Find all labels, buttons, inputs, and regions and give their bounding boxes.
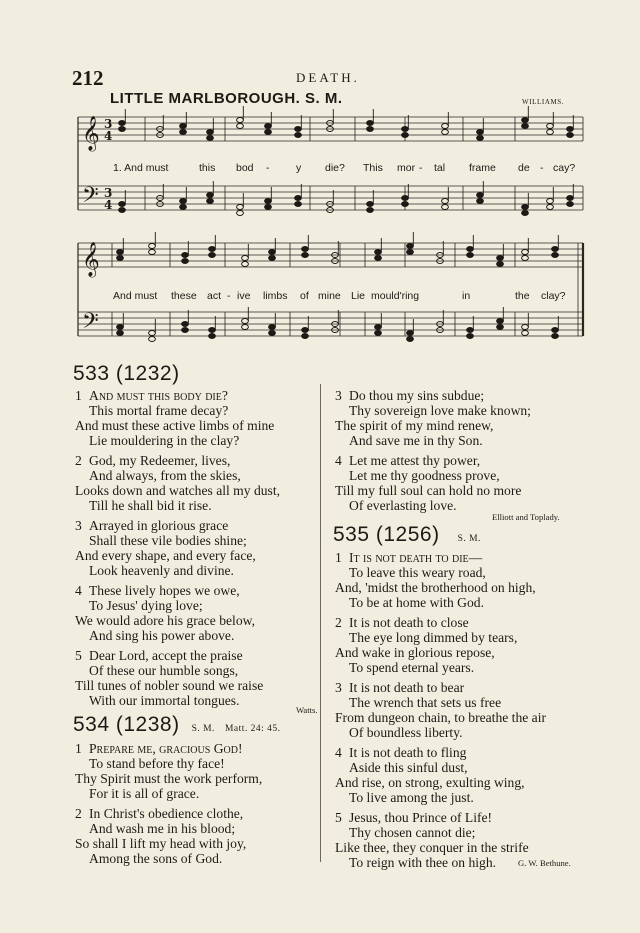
note-head (119, 208, 126, 213)
note-head (180, 124, 187, 129)
lyric-syllable: cay? (553, 162, 576, 174)
verse-line: To be at home with God. (349, 595, 484, 610)
verse-line: To stand before thy face! (89, 756, 225, 771)
verse-line: And, 'midst the brotherhood on high, (335, 580, 536, 595)
verse-line: To leave this weary road, (349, 565, 486, 580)
verse-line: Thy sovereign love make known; (349, 403, 531, 418)
treble-clef-icon: 𝄞 (82, 242, 100, 277)
verse-line: Look heavenly and divine. (89, 563, 234, 578)
author-credit: Watts. (296, 705, 318, 715)
verse-line: Of boundless liberty. (349, 725, 463, 740)
verse-line: For it is all of grace. (89, 786, 200, 801)
note-head (180, 199, 187, 204)
note-head (367, 127, 374, 132)
note-head (237, 124, 244, 129)
note-head (302, 334, 309, 339)
note-head (547, 124, 554, 129)
note-head (295, 202, 302, 207)
author-credit: Elliott and Toplady. (492, 512, 560, 522)
stanza-number: 2 (75, 453, 82, 468)
note-head (402, 133, 409, 138)
note-head (149, 244, 156, 249)
note-head (209, 253, 216, 258)
verse-line: God, my Redeemer, lives, (89, 453, 231, 468)
note-head (375, 331, 382, 336)
note-head (209, 328, 216, 333)
verse-line: These lively hopes we owe, (89, 583, 240, 598)
verse-line: To spend eternal years. (349, 660, 475, 675)
lyric-syllable: 1. And must (113, 162, 169, 174)
note-head (467, 247, 474, 252)
hymn-number: 533 (1232) (73, 362, 180, 385)
note-head (467, 253, 474, 258)
note-head (477, 136, 484, 141)
verse-line: Shall these vile bodies shine; (89, 533, 247, 548)
note-head (119, 127, 126, 132)
note-head (477, 130, 484, 135)
note-head (242, 325, 249, 330)
page-number: 212 (72, 66, 104, 90)
note-head (149, 250, 156, 255)
note-head (209, 247, 216, 252)
verse-line: To Jesus' dying love; (89, 598, 203, 613)
note-head (402, 127, 409, 132)
stanza-number: 1 (335, 550, 342, 565)
lyric-syllable: - (266, 162, 270, 174)
note-head (149, 337, 156, 342)
lyric-syllable: mould'ring (371, 290, 420, 302)
note-head (207, 193, 214, 198)
note-head (547, 205, 554, 210)
verse-line: Arrayed in glorious grace (89, 518, 229, 533)
verse-line: Aside this sinful dust, (349, 760, 468, 775)
lyric-syllable: in (462, 290, 471, 302)
note-head (497, 319, 504, 324)
note-head (207, 136, 214, 141)
note-head (375, 256, 382, 261)
note-head (367, 208, 374, 213)
verse-line: Of these our humble songs, (89, 663, 239, 678)
verse-line: To live among the just. (349, 790, 474, 805)
verse-line: It is not death to close (349, 615, 469, 630)
lyric-syllable: And must (113, 290, 158, 302)
note-head (442, 199, 449, 204)
lyric-syllable: these (171, 290, 197, 302)
note-head (182, 328, 189, 333)
note-head (552, 328, 559, 333)
verse-line: Lie mouldering in the clay? (89, 433, 240, 448)
note-head (442, 205, 449, 210)
note-head (467, 328, 474, 333)
note-head (567, 133, 574, 138)
note-head (497, 256, 504, 261)
verse-line: So shall I lift my head with joy, (75, 836, 247, 851)
note-head (547, 130, 554, 135)
note-head (522, 118, 529, 123)
note-head (182, 259, 189, 264)
note-head (180, 130, 187, 135)
note-head (552, 253, 559, 258)
note-head (375, 325, 382, 330)
verse-line: It is not death to bear (349, 680, 465, 695)
note-head (237, 205, 244, 210)
verse-line: Thy Spirit must the work perform, (75, 771, 263, 786)
note-head (552, 247, 559, 252)
verse-line: And save me in thy Son. (349, 433, 483, 448)
note-head (242, 256, 249, 261)
stanza-number: 3 (75, 518, 82, 533)
note-head (269, 325, 276, 330)
verse-line: To reign with thee on high. (349, 855, 497, 870)
note-head (269, 331, 276, 336)
note-head (302, 328, 309, 333)
note-head (497, 262, 504, 267)
note-head (237, 211, 244, 216)
verse-line: Let me attest thy power, (349, 453, 481, 468)
stanza-number: 1 (75, 388, 82, 403)
stanza-number: 2 (75, 806, 82, 821)
time-signature: 3 (104, 117, 113, 131)
note-head (117, 325, 124, 330)
lyric-syllable: act (207, 290, 222, 302)
stanza-number: 5 (75, 648, 82, 663)
bass-clef-icon: 𝄢 (82, 309, 99, 339)
lyric-syllable: of (300, 290, 309, 302)
note-head (547, 199, 554, 204)
note-head (477, 199, 484, 204)
time-signature: 4 (104, 129, 113, 143)
hymn-meter: S. M. (457, 534, 481, 544)
note-head (302, 253, 309, 258)
verse-line: Like thee, they conquer in the strife (335, 840, 529, 855)
lyric-syllable: limbs (263, 290, 288, 302)
lyric-syllable: ive (237, 290, 251, 302)
note-head (522, 325, 529, 330)
note-head (265, 199, 272, 204)
note-head (182, 253, 189, 258)
note-head (242, 319, 249, 324)
verse-line: And must these active limbs of mine (75, 418, 275, 433)
verse-line: The spirit of my mind renew, (335, 418, 494, 433)
lyric-syllable: mine (318, 290, 341, 302)
hymn-reference: Matt. 24: 45. (224, 724, 281, 734)
bass-clef-icon: 𝄢 (82, 183, 99, 213)
lyric-syllable: de (518, 162, 530, 174)
note-head (207, 199, 214, 204)
note-head (522, 211, 529, 216)
lyric-syllable: die? (325, 162, 345, 174)
hymn-meter: S. M. (191, 724, 215, 734)
verse-line: And every shape, and every face, (75, 548, 256, 563)
verse-line: With our immortal tongues. (89, 693, 240, 708)
note-head (242, 262, 249, 267)
lyric-syllable: This (363, 162, 383, 174)
verse-line: From dungeon chain, to breathe the air (335, 710, 547, 725)
verse-line: Among the sons of God. (89, 851, 223, 866)
note-head (265, 130, 272, 135)
note-head (497, 325, 504, 330)
note-head (265, 205, 272, 210)
verse-line: And sing his power above. (89, 628, 235, 643)
lyric-syllable: Lie (351, 290, 366, 302)
verse-line: And always, from the skies, (89, 468, 241, 483)
note-head (117, 331, 124, 336)
stanza-number: 3 (335, 388, 342, 403)
verse-line: Dear Lord, accept the praise (89, 648, 243, 663)
hymn-534-heading (73, 713, 281, 737)
lyric-syllable: - (419, 162, 423, 174)
time-signature: 3 (104, 186, 113, 200)
note-head (407, 331, 414, 336)
verse-line: And rise, on strong, exulting wing, (335, 775, 525, 790)
note-head (522, 205, 529, 210)
note-head (567, 202, 574, 207)
stanza-number: 3 (335, 680, 342, 695)
verse-line: Till he shall bid it rise. (89, 498, 212, 513)
verse-line: Of everlasting love. (349, 498, 457, 513)
note-head (269, 256, 276, 261)
verse-line: Jesus, thou Prince of Life! (349, 810, 493, 825)
composer-credit: WILLIAMS. (522, 98, 565, 106)
lyric-syllable: bod (236, 162, 254, 174)
lyric-syllable: - (227, 290, 231, 302)
verse-line: It is not death to die— (349, 550, 483, 565)
note-head (407, 244, 414, 249)
verse-line: Do thou my sins subdue; (349, 388, 485, 403)
verse-line: In Christ's obedience clothe, (89, 806, 244, 821)
author-credit: G. W. Bethune. (518, 858, 571, 868)
note-head (149, 331, 156, 336)
note-head (375, 250, 382, 255)
note-head (182, 322, 189, 327)
time-signature: 4 (104, 198, 113, 212)
note-head (407, 250, 414, 255)
note-head (119, 202, 126, 207)
note-head (407, 337, 414, 342)
hymn-533-heading (73, 362, 180, 386)
verse-line: Till my full soul can hold no more (335, 483, 522, 498)
verse-line: The eye long dimmed by tears, (349, 630, 518, 645)
verse-line: Thy chosen cannot die; (349, 825, 476, 840)
note-head (117, 256, 124, 261)
note-head (552, 334, 559, 339)
note-head (522, 331, 529, 336)
lyric-syllable: - (540, 162, 544, 174)
verse-line: And wash me in his blood; (89, 821, 236, 836)
lyric-syllable: the (515, 290, 530, 302)
stanza-number: 1 (75, 741, 82, 756)
verse-line: We would adore his grace below, (75, 613, 255, 628)
note-head (522, 124, 529, 129)
column-divider (320, 384, 321, 862)
lyric-syllable: y (296, 162, 302, 174)
note-head (402, 196, 409, 201)
stanza-number: 2 (335, 615, 342, 630)
lyric-syllable: tal (434, 162, 446, 174)
note-head (467, 334, 474, 339)
hymn-number: 535 (1256) (333, 523, 440, 546)
lyric-syllable: mor (397, 162, 416, 174)
note-head (302, 247, 309, 252)
note-head (367, 121, 374, 126)
note-head (269, 250, 276, 255)
stanza-number: 4 (335, 453, 342, 468)
note-head (117, 250, 124, 255)
note-head (477, 193, 484, 198)
verse-line: It is not death to fling (349, 745, 467, 760)
tune-title: LITTLE MARLBOROUGH. S. M. (110, 90, 343, 107)
stanza-number: 5 (335, 810, 342, 825)
note-head (567, 127, 574, 132)
note-head (367, 202, 374, 207)
note-head (295, 196, 302, 201)
note-head (402, 202, 409, 207)
hymn-number: 534 (1238) (73, 713, 180, 736)
verse-line: Let me thy goodness prove, (349, 468, 500, 483)
note-head (442, 130, 449, 135)
treble-clef-icon: 𝄞 (82, 116, 100, 151)
section-title: DEATH. (296, 70, 360, 85)
verse-line: Looks down and watches all my dust, (75, 483, 281, 498)
note-head (209, 334, 216, 339)
lyric-syllable: clay? (541, 290, 566, 302)
note-head (295, 127, 302, 132)
music-score (0, 0, 640, 370)
lyric-syllable: this (199, 162, 216, 174)
hymn-535-heading (333, 523, 481, 547)
note-head (567, 196, 574, 201)
verse-line: The wrench that sets us free (349, 695, 502, 710)
note-head (522, 256, 529, 261)
note-head (295, 133, 302, 138)
verse-line: This mortal frame decay? (89, 403, 229, 418)
lyric-syllable: frame (469, 162, 496, 174)
stanza-number: 4 (335, 745, 342, 760)
verse-line: And wake in glorious repose, (335, 645, 495, 660)
note-head (442, 124, 449, 129)
verse-line: Till tunes of nobler sound we raise (75, 678, 264, 693)
note-head (207, 130, 214, 135)
note-head (522, 250, 529, 255)
note-head (237, 118, 244, 123)
note-head (180, 205, 187, 210)
note-head (265, 124, 272, 129)
stanza-number: 4 (75, 583, 82, 598)
verse-line: Prepare me, gracious God! (89, 741, 243, 756)
note-head (119, 121, 126, 126)
verse-line: And must this body die? (89, 388, 228, 403)
